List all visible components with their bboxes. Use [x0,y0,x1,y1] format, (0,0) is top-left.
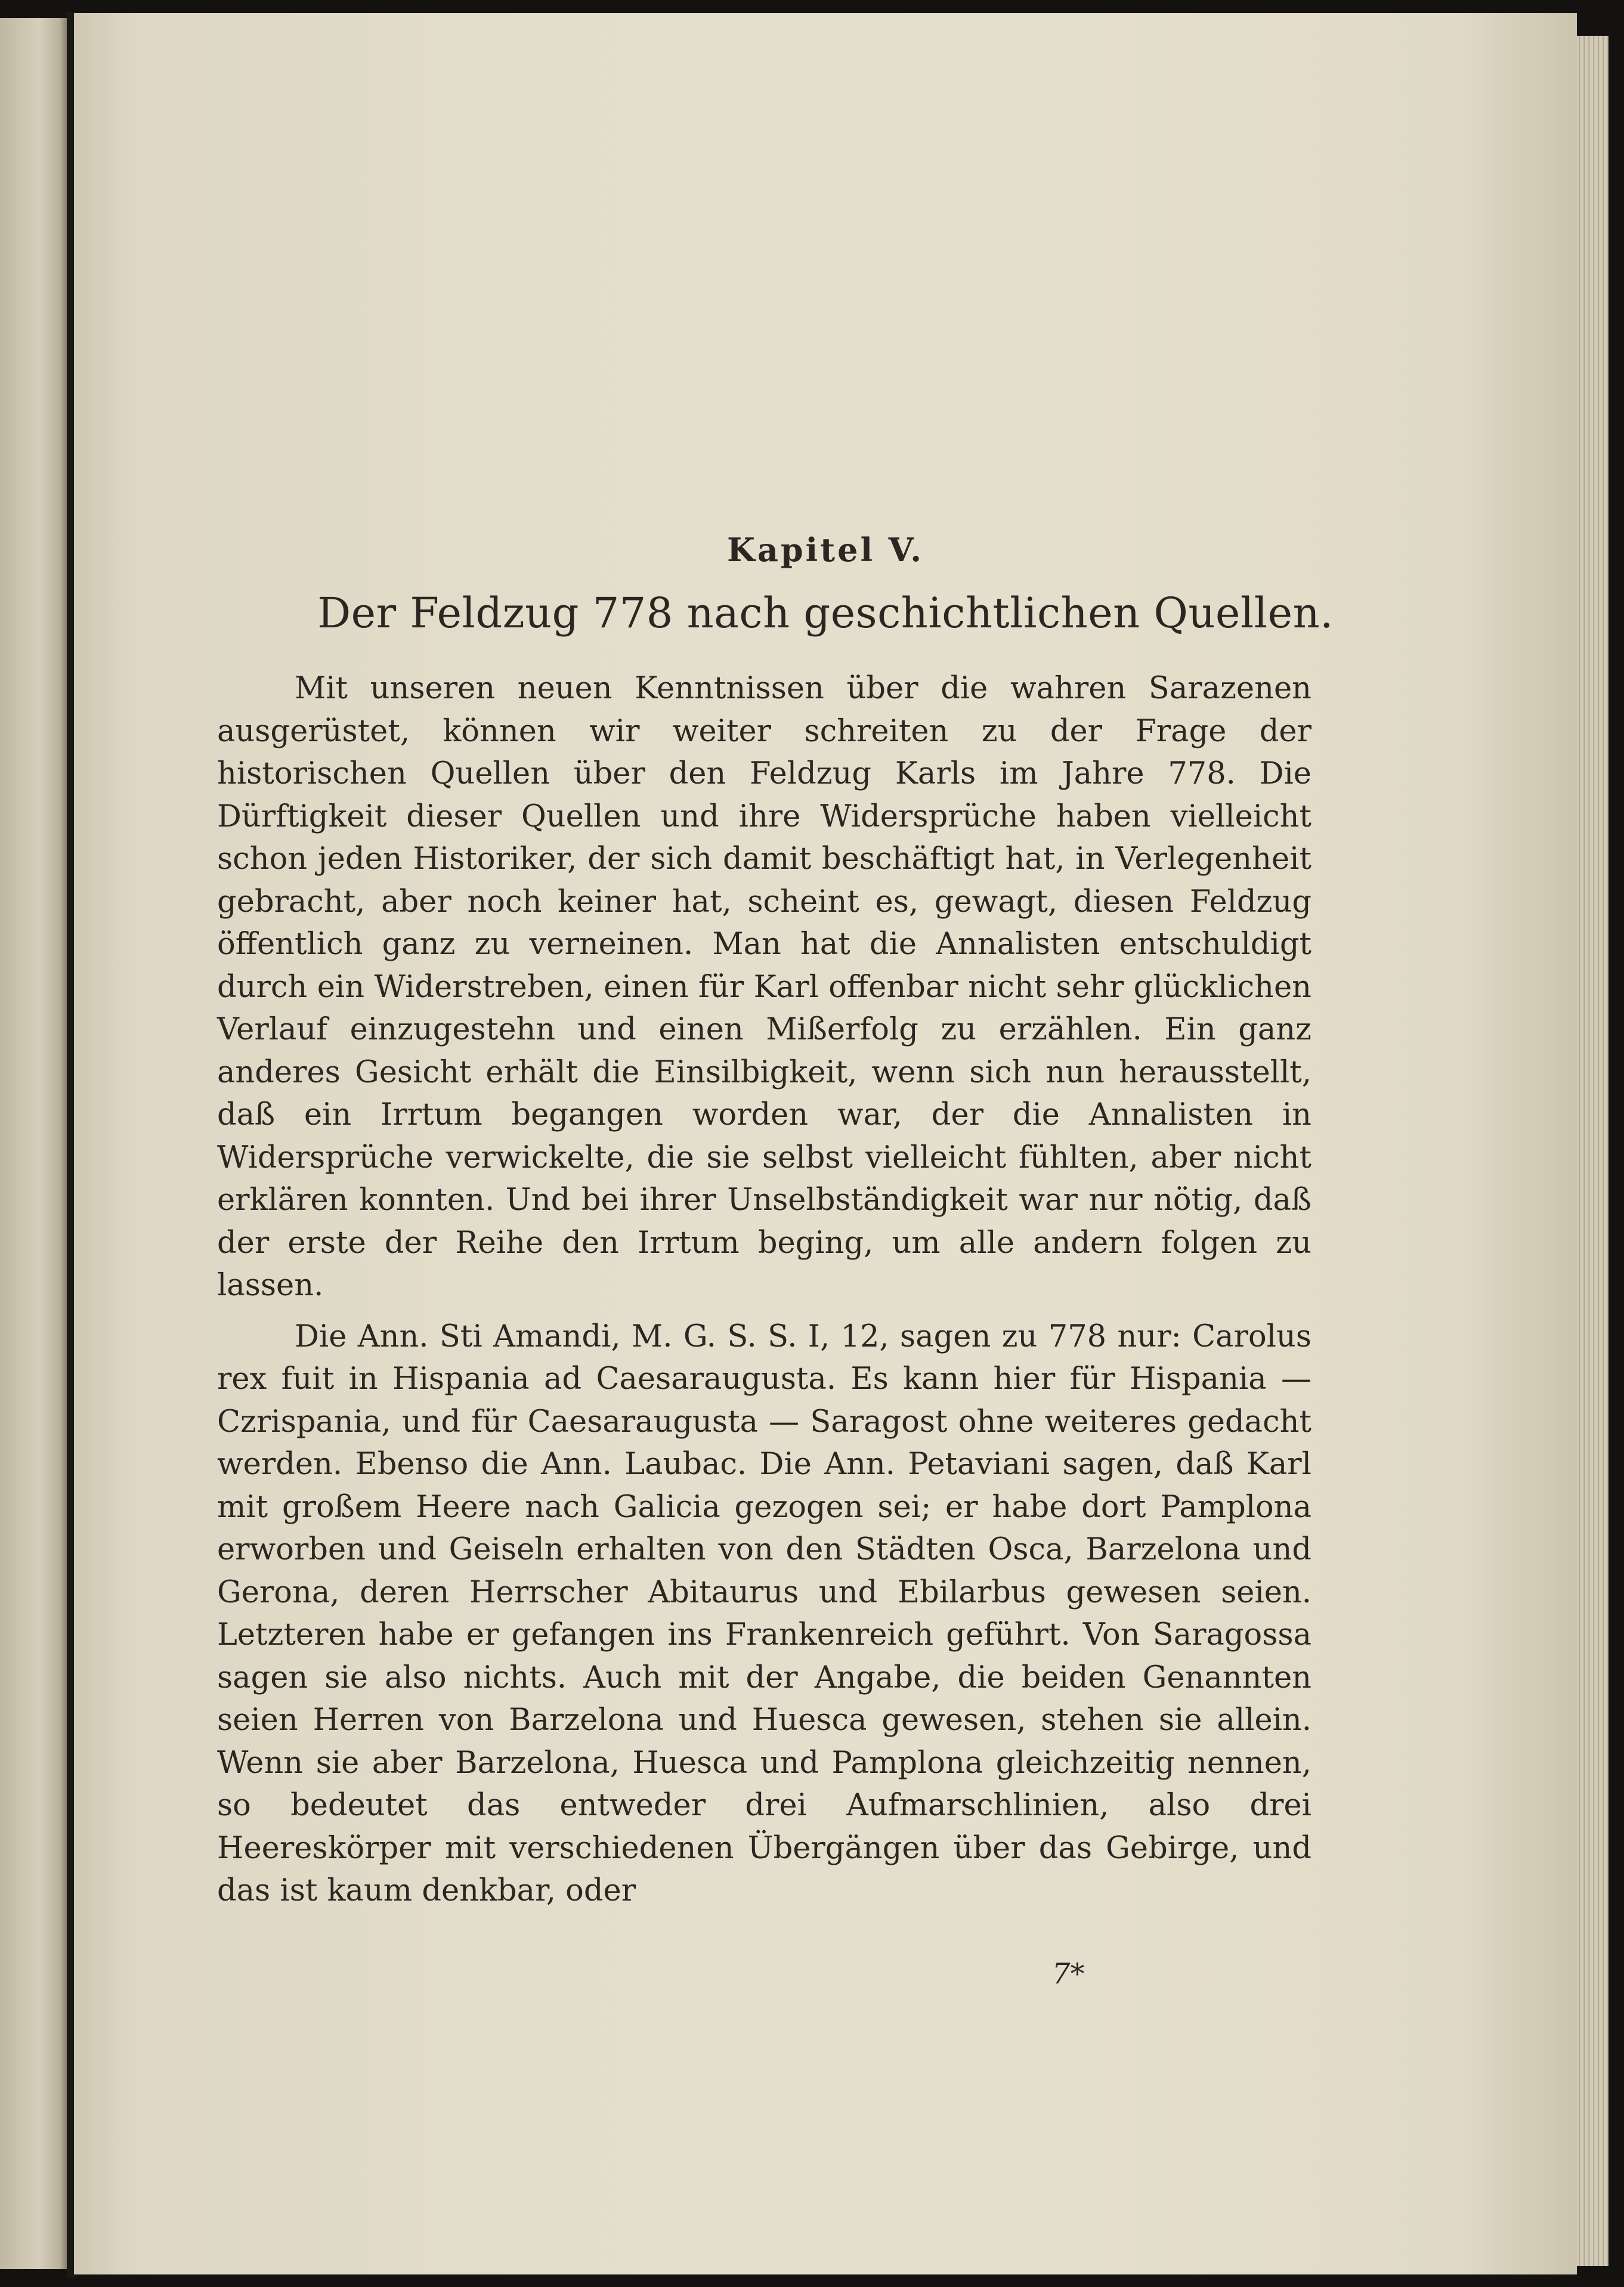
chapter-title: Der Feldzug 778 nach geschichtlichen Quellen. [317,589,1334,637]
body-text [217,667,1311,1912]
paragraph-1: Mit unseren neuen Kenntnissen über die wahren Sarazenen ausgerüstet, können wir weiter schreiten zu der Frage der historischen Quellen über den Feldzug Karls im Jahre 778. Die Dürftigkeit dieser Quellen und ihre Widersprüche haben vielleicht schon jeden Historiker, der sich damit beschäftigt hat, in Verlegenheit gebracht, aber noch keiner hat, scheint es, gewagt, diesen Feldzug öffentlich ganz zu verneinen. Man hat die Annalisten entschuldigt durch ein Widerstreben, einen für Karl offenbar nicht sehr glücklichen Verlauf einzugestehn und einen Mißerfolg zu erzählen. Ein ganz anderes Gesicht erhält die Einsilbigkeit, wenn sich nun herausstellt, daß ein Irrtum begangen worden war, der die Annalisten in Widersprüche verwickelte, die sie selbst vielleicht fühlten, aber nicht erklären konnten. Und bei ihrer Unselbständigkeit war nur nötig, daß der erste der Reihe den Irrtum beging, um alle andern folgen zu lassen. [217,671,1311,1303]
book-page [74,13,1577,2274]
chapter-label: Kapitel V. [726,531,924,569]
page-signature-mark: 7* [1052,1957,1085,1991]
facing-page-edge [0,18,70,2269]
paragraph-2: Die Ann. Sti Amandi, M. G. S. S. I, 12, sagen zu 778 nur: Carolus rex fuit in Hispania ad Caesaraugusta. Es kann hier für Hispania — Czrispania, und für Caesaraugusta — Saragost ohne weiteres gedacht werden. Ebenso die Ann. Laubac. Die Ann. Petaviani sagen, daß Karl mit großem Heere nach Galicia gezogen sei; er habe dort Pamplona erworben und Geiseln erhalten von den Städten Osca, Barzelona und Gerona, deren Herrscher Abitaurus und Ebilarbus gewesen seien. Letzteren habe er gefangen ins Frankenreich geführt. Von Saragossa sagen sie also nichts. Auch mit der Angabe, die beiden Genannten seien Herren von Barzelona und Huesca gewesen, stehen sie allein. Wenn sie aber Barzelona, Huesca und Pamplona gleichzeitig nennen, so bedeutet das entweder drei Aufmarschlinien, also drei Heereskörper mit verschiedenen Übergängen über das Gebirge, und das ist kaum denkbar, oder [217,1319,1311,1908]
